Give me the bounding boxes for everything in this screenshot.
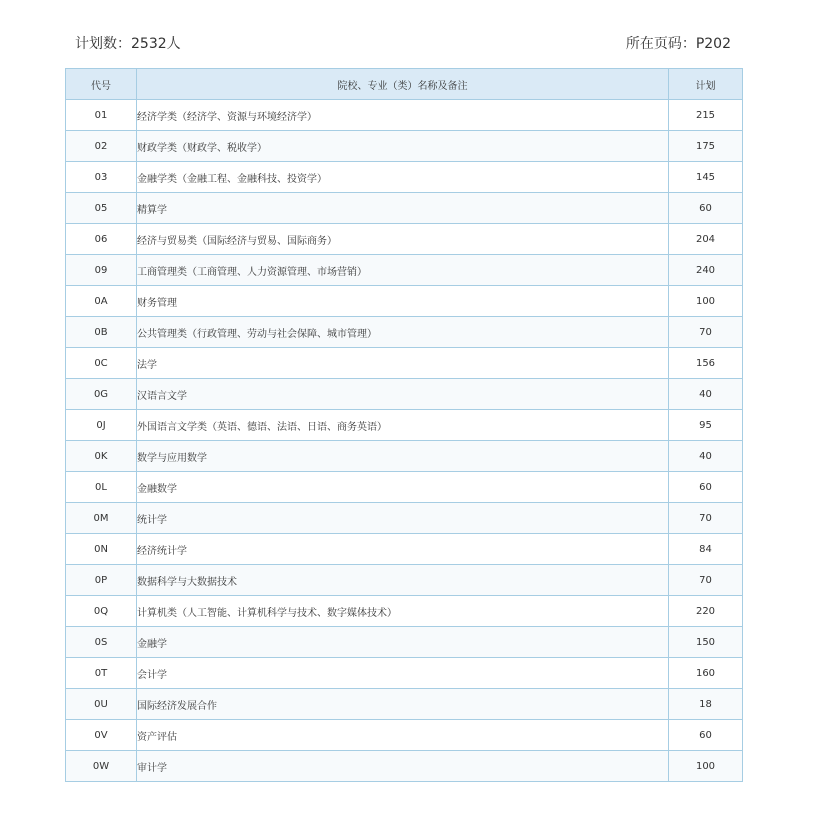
table-row xyxy=(66,286,743,317)
column-header-code: 代号 xyxy=(66,69,137,100)
cell-name: 财政学类（财政学、税收学） xyxy=(137,131,669,162)
cell-name: 金融学 xyxy=(137,627,669,658)
cell-code: 0M xyxy=(66,503,137,534)
cell-name: 经济统计学 xyxy=(137,534,669,565)
table-row xyxy=(66,255,743,286)
cell-name: 国际经济发展合作 xyxy=(137,689,669,720)
table-row xyxy=(66,193,743,224)
cell-code: 01 xyxy=(66,100,137,131)
cell-code: 06 xyxy=(66,224,137,255)
cell-plan: 100 xyxy=(669,286,743,317)
cell-plan: 240 xyxy=(669,255,743,286)
cell-plan: 60 xyxy=(669,193,743,224)
table-row xyxy=(66,100,743,131)
page-code: 所在页码：P202 xyxy=(625,36,731,52)
table-row xyxy=(66,596,743,627)
cell-code: 03 xyxy=(66,162,137,193)
cell-plan: 156 xyxy=(669,348,743,379)
table-row xyxy=(66,472,743,503)
cell-code: 0C xyxy=(66,348,137,379)
cell-plan: 40 xyxy=(669,379,743,410)
cell-plan: 70 xyxy=(669,317,743,348)
cell-name: 工商管理类（工商管理、人力资源管理、市场营销） xyxy=(137,255,669,286)
table-row xyxy=(66,658,743,689)
table-row xyxy=(66,224,743,255)
cell-name: 数据科学与大数据技术 xyxy=(137,565,669,596)
cell-name: 统计学 xyxy=(137,503,669,534)
cell-name: 外国语言文学类（英语、德语、法语、日语、商务英语） xyxy=(137,410,669,441)
cell-plan: 150 xyxy=(669,627,743,658)
cell-plan: 175 xyxy=(669,131,743,162)
cell-name: 资产评估 xyxy=(137,720,669,751)
cell-plan: 145 xyxy=(669,162,743,193)
enrollment-plan-table xyxy=(65,68,743,782)
table-body xyxy=(66,100,743,782)
table-row xyxy=(66,627,743,658)
table-row xyxy=(66,410,743,441)
table-row xyxy=(66,565,743,596)
cell-code: 0P xyxy=(66,565,137,596)
cell-plan: 60 xyxy=(669,472,743,503)
cell-plan: 160 xyxy=(669,658,743,689)
plan-total: 计划数：2532人 xyxy=(75,36,181,52)
table-row xyxy=(66,162,743,193)
cell-plan: 40 xyxy=(669,441,743,472)
cell-code: 0B xyxy=(66,317,137,348)
cell-code: 05 xyxy=(66,193,137,224)
cell-code: 0J xyxy=(66,410,137,441)
cell-plan: 95 xyxy=(669,410,743,441)
page-header xyxy=(75,33,731,53)
cell-name: 精算学 xyxy=(137,193,669,224)
table-row xyxy=(66,131,743,162)
cell-plan: 220 xyxy=(669,596,743,627)
cell-plan: 204 xyxy=(669,224,743,255)
cell-code: 0N xyxy=(66,534,137,565)
cell-code: 0L xyxy=(66,472,137,503)
cell-name: 财务管理 xyxy=(137,286,669,317)
column-header-name: 院校、专业（类）名称及备注 xyxy=(137,69,669,100)
cell-plan: 215 xyxy=(669,100,743,131)
cell-code: 0V xyxy=(66,720,137,751)
column-header-plan: 计划 xyxy=(669,69,743,100)
table-row xyxy=(66,689,743,720)
cell-code: 0Q xyxy=(66,596,137,627)
cell-code: 0T xyxy=(66,658,137,689)
cell-name: 经济学类（经济学、资源与环境经济学） xyxy=(137,100,669,131)
cell-plan: 70 xyxy=(669,503,743,534)
cell-code: 0K xyxy=(66,441,137,472)
cell-name: 金融数学 xyxy=(137,472,669,503)
table-row xyxy=(66,348,743,379)
cell-plan: 70 xyxy=(669,565,743,596)
cell-plan: 84 xyxy=(669,534,743,565)
cell-name: 汉语言文学 xyxy=(137,379,669,410)
table-row xyxy=(66,503,743,534)
cell-name: 法学 xyxy=(137,348,669,379)
table-row xyxy=(66,441,743,472)
table-row xyxy=(66,534,743,565)
table-row xyxy=(66,720,743,751)
cell-plan: 18 xyxy=(669,689,743,720)
cell-code: 0U xyxy=(66,689,137,720)
cell-code: 0G xyxy=(66,379,137,410)
cell-name: 计算机类（人工智能、计算机科学与技术、数字媒体技术） xyxy=(137,596,669,627)
cell-code: 0S xyxy=(66,627,137,658)
table-row xyxy=(66,751,743,782)
cell-code: 0A xyxy=(66,286,137,317)
cell-name: 会计学 xyxy=(137,658,669,689)
table-header-row xyxy=(66,69,743,100)
cell-plan: 60 xyxy=(669,720,743,751)
cell-name: 数学与应用数学 xyxy=(137,441,669,472)
cell-code: 0W xyxy=(66,751,137,782)
cell-name: 公共管理类（行政管理、劳动与社会保障、城市管理） xyxy=(137,317,669,348)
cell-name: 经济与贸易类（国际经济与贸易、国际商务） xyxy=(137,224,669,255)
table-row xyxy=(66,317,743,348)
cell-name: 金融学类（金融工程、金融科技、投资学） xyxy=(137,162,669,193)
cell-plan: 100 xyxy=(669,751,743,782)
cell-name: 审计学 xyxy=(137,751,669,782)
cell-code: 09 xyxy=(66,255,137,286)
cell-code: 02 xyxy=(66,131,137,162)
table-row xyxy=(66,379,743,410)
